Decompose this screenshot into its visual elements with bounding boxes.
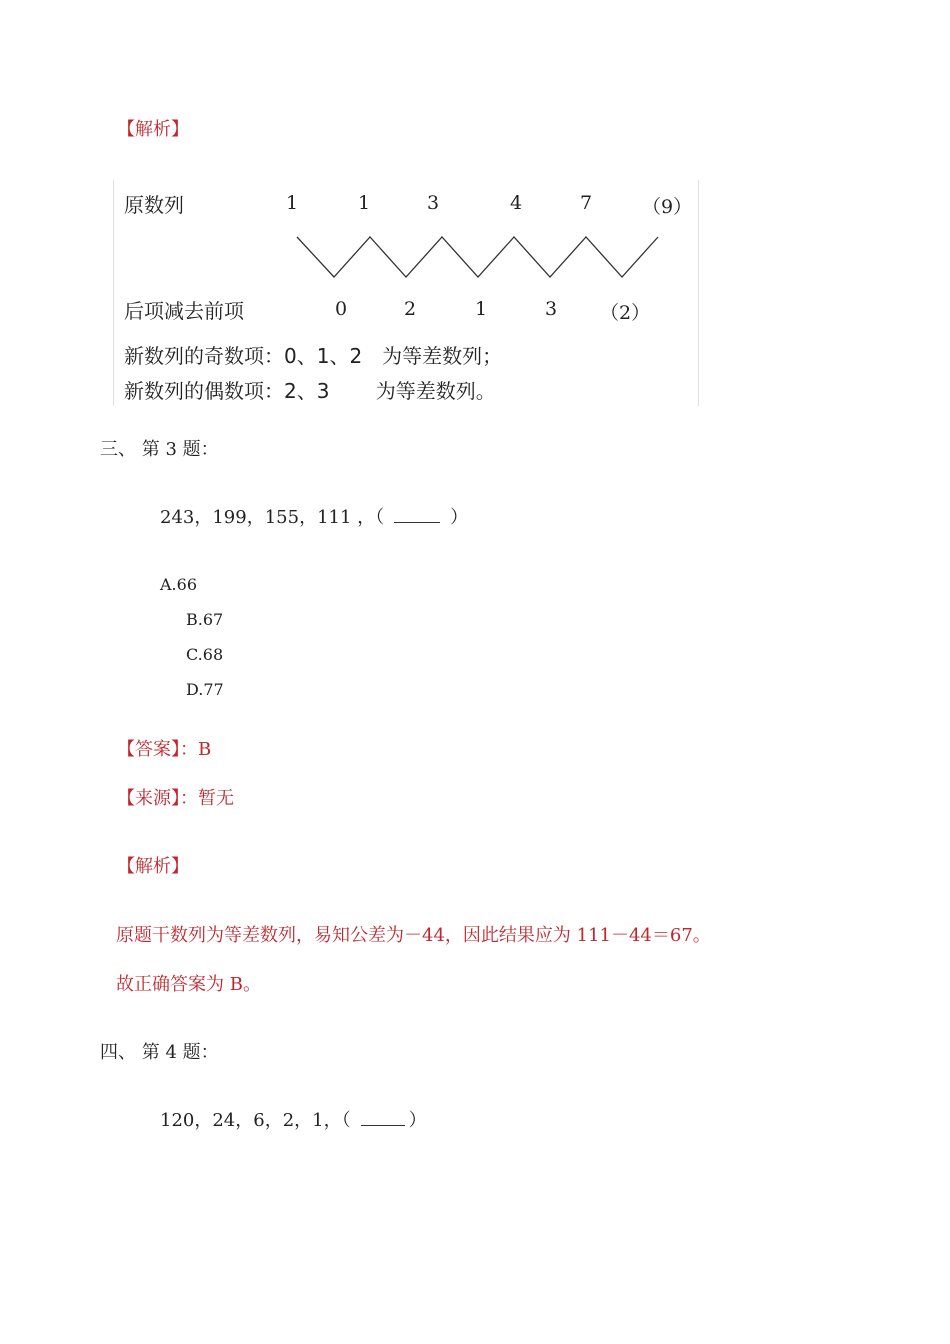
original-value: 7 <box>580 192 593 214</box>
original-value-next: （9） <box>642 196 693 218</box>
zigzag-lines <box>114 180 698 406</box>
original-sequence-label: 原数列 <box>124 193 184 217</box>
question-4-heading: 四、 第 4 题： <box>100 1042 219 1063</box>
original-value: 1 <box>358 192 371 214</box>
original-value: 4 <box>510 192 523 214</box>
answer-blank <box>394 504 440 523</box>
question-4-sequence-text: 120，24，6，2，1，（ <box>160 1110 351 1131</box>
source-label: 【来源】 <box>117 788 180 809</box>
original-value: 3 <box>427 192 440 214</box>
even-terms-line: 新数列的偶数项：2、3 为等差数列。 <box>124 379 496 403</box>
option-c: C.68 <box>186 645 224 664</box>
difference-value: 2 <box>404 298 417 320</box>
question-4-sequence <box>160 1106 427 1132</box>
answer-line <box>117 735 211 761</box>
sequence-figure <box>113 180 699 406</box>
odd-terms-line: 新数列的奇数项：0、1、2 为等差数列； <box>124 344 503 368</box>
question-3-sequence-text: 243，199，155，111 ，（ <box>160 507 385 528</box>
source-value: ：暂无 <box>180 788 234 809</box>
source-line <box>117 784 234 810</box>
analysis-text-2: 故正确答案为 B。 <box>116 974 261 995</box>
analysis-label-1: 【解析】 <box>117 119 189 140</box>
difference-value-next: （2） <box>600 302 651 324</box>
question-3-heading: 三、 第 3 题： <box>100 439 219 460</box>
question-3-sequence-close: ） <box>450 507 469 528</box>
option-a: A.66 <box>160 575 197 594</box>
difference-value: 0 <box>335 298 348 320</box>
difference-value: 3 <box>545 298 558 320</box>
question-3-sequence <box>160 503 468 529</box>
difference-label: 后项减去前项 <box>124 299 244 323</box>
question-4-sequence-close: ） <box>408 1110 427 1131</box>
difference-value: 1 <box>475 298 488 320</box>
option-d: D.77 <box>186 680 224 699</box>
answer-value: ：B <box>180 739 212 760</box>
answer-blank <box>361 1107 405 1126</box>
answer-label: 【答案】 <box>117 739 180 760</box>
analysis-label-2: 【解析】 <box>117 856 189 877</box>
option-b: B.67 <box>186 610 224 629</box>
analysis-text-1: 原题干数列为等差数列，易知公差为－44，因此结果应为 111－44＝67。 <box>116 925 711 946</box>
original-value: 1 <box>286 192 299 214</box>
